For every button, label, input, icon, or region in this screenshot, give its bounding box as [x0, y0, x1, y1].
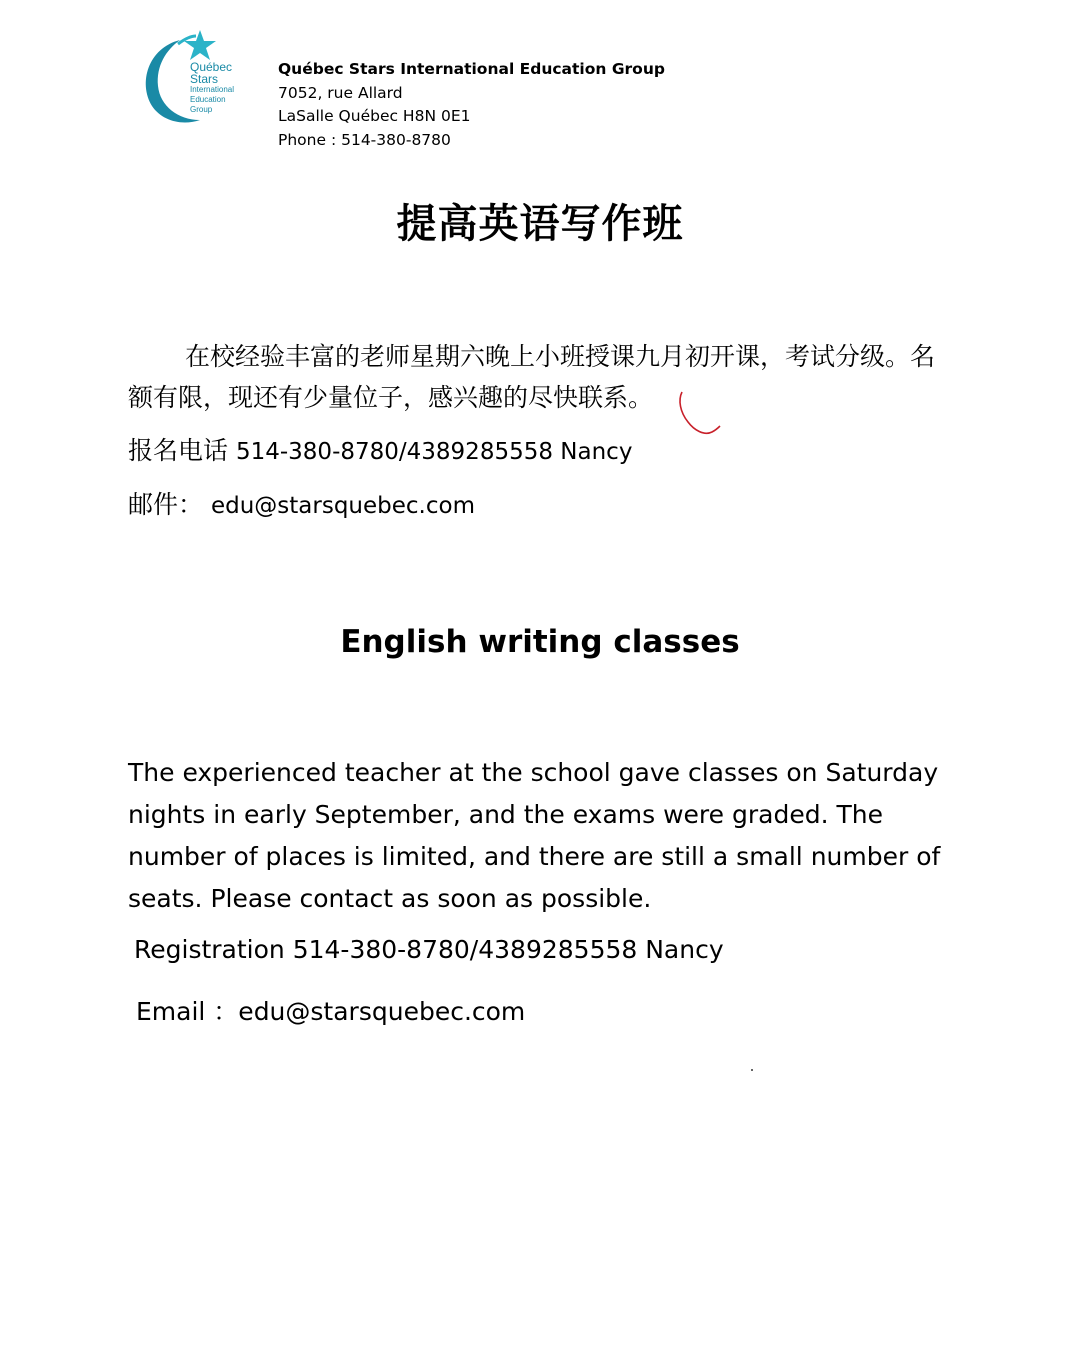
logo-line-4: Education: [190, 95, 226, 104]
organization-city: LaSalle Québec H8N 0E1: [278, 107, 471, 125]
logo-line-3: International: [190, 85, 235, 94]
english-email: Email ：edu@starsquebec.com: [136, 997, 526, 1026]
organization-phone: Phone : 514-380-8780: [278, 130, 451, 149]
stray-dot: [751, 1069, 753, 1071]
organization-name: Québec Stars International Education Group: [278, 60, 665, 78]
chinese-phone-line: [128, 431, 632, 467]
logo-line-2: Stars: [190, 72, 219, 86]
organization-street: 7052, rue Allard: [278, 83, 403, 102]
logo-line-5: Group: [190, 105, 213, 114]
logo-text: [190, 61, 234, 115]
chinese-paragraph: 在校经验丰富的老师星期六晚上小班授课九月初开课，考试分级。名额有限，现还有少量位子，感兴趣的尽快联系。: [128, 342, 936, 412]
chinese-title: 提高英语写作班: [396, 200, 684, 247]
english-registration: Registration 514-380-8780/4389285558 Nancy: [134, 935, 724, 964]
chinese-email-label: 邮件：: [128, 490, 204, 519]
handwritten-correction-mark: [672, 388, 724, 440]
chinese-email-line: [128, 485, 475, 521]
company-logo: [138, 28, 250, 128]
chinese-phone-label: 报名电话: [128, 436, 229, 465]
logo-line-1: Québec: [190, 60, 233, 74]
chinese-phone-value: 514-380-8780/4389285558 Nancy: [235, 439, 633, 465]
english-title: English writing classes: [340, 624, 740, 660]
organization-header: [278, 58, 665, 152]
english-paragraph: The experienced teacher at the school gave classes on Saturday nights in early September, and the exams were graded. The number of places is limited, and there are still a small number of seats. Please contact as soon as possible.: [128, 758, 941, 913]
chinese-email-value: edu@starsquebec.com: [210, 493, 475, 519]
